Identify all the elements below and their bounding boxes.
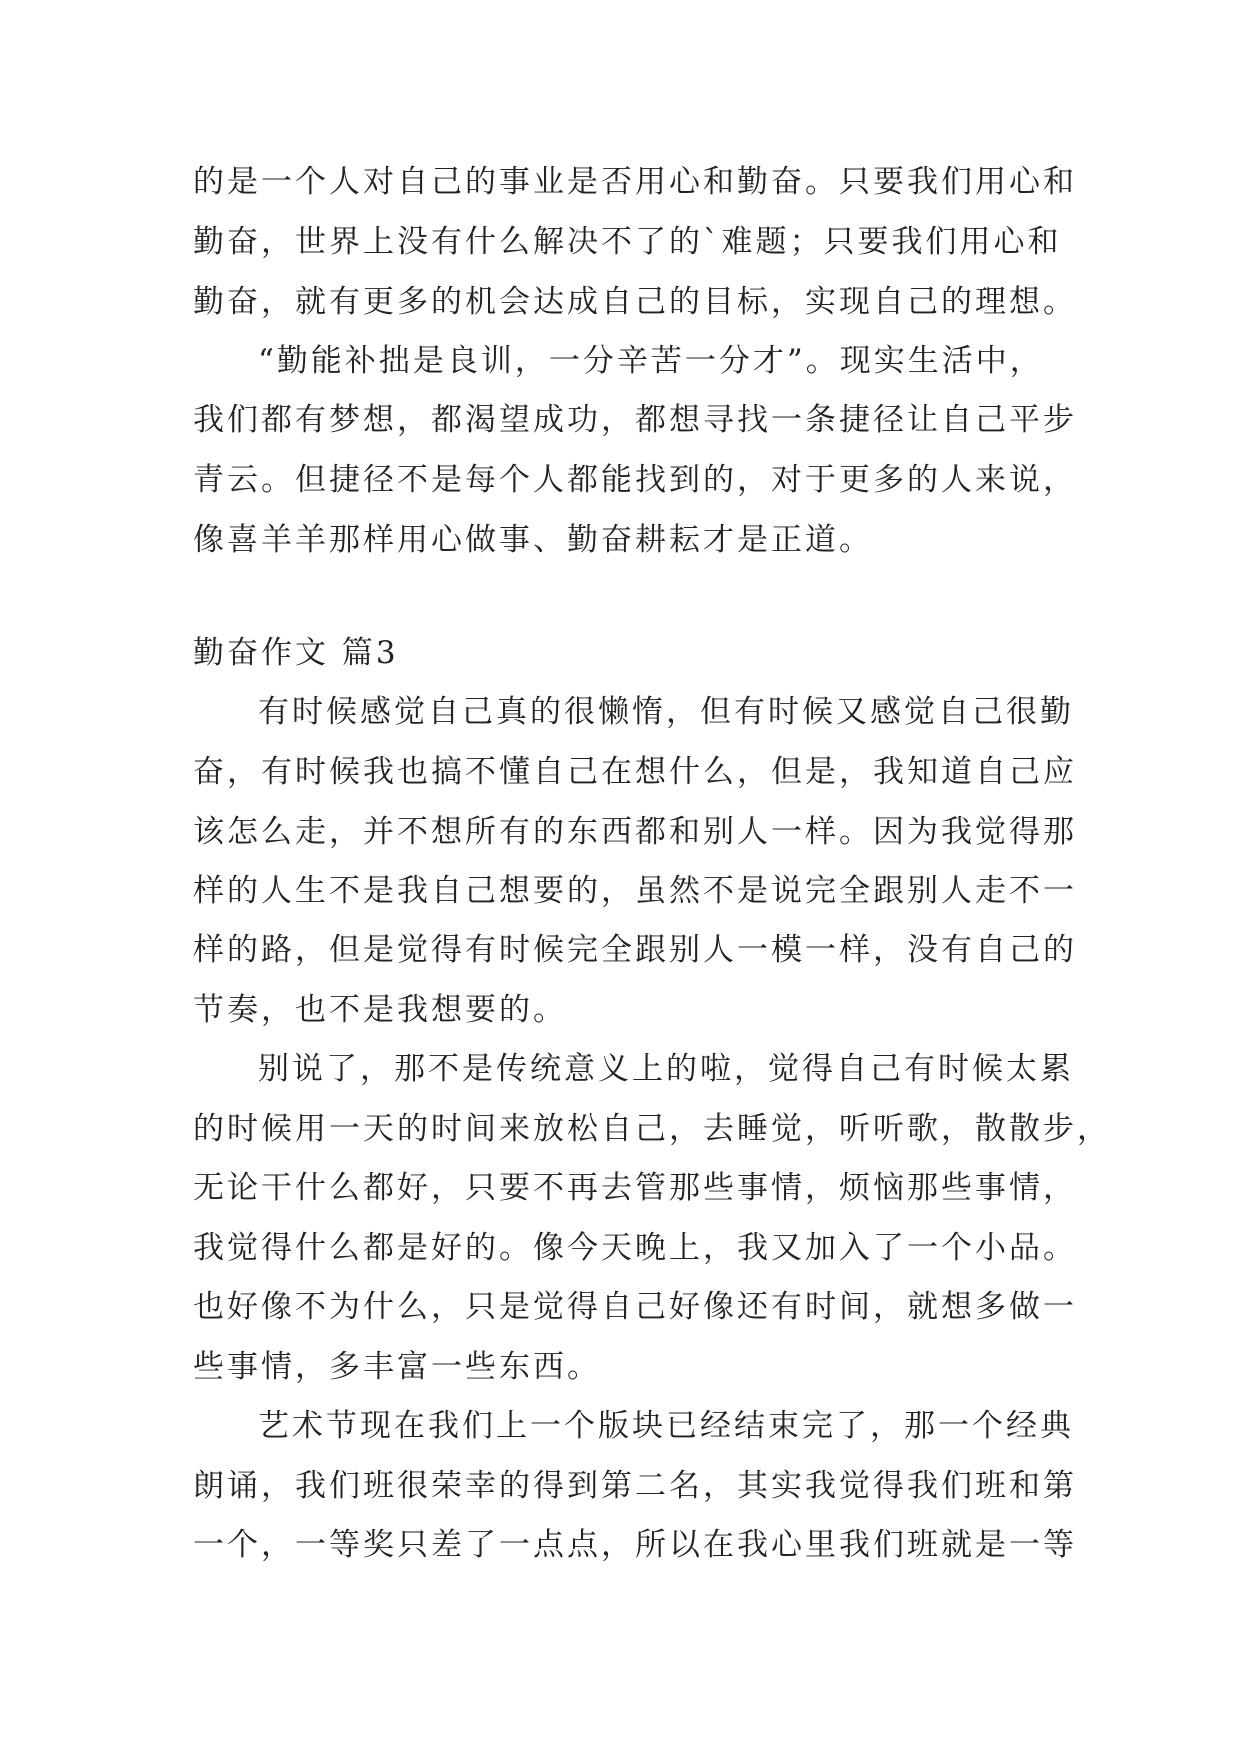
text-line: 朗诵，我们班很荣幸的得到第二名，其实我觉得我们班和第 — [193, 1468, 1077, 1504]
text-line: 奋，有时候我也搞不懂自己在想什么，但是，我知道自己应 — [193, 754, 1077, 790]
text-line: 艺术节现在我们上一个版块已经结束完了，那一个经典 — [258, 1408, 1074, 1444]
text-line: 一个，一等奖只差了一点点，所以在我心里我们班就是一等 — [193, 1527, 1077, 1563]
text-line: 的是一个人对自己的事业是否用心和勤奋。只要我们用心和 — [193, 164, 1077, 200]
text-line: 我觉得什么都是好的。像今天晚上，我又加入了一个小品。 — [193, 1230, 1077, 1266]
text-line: 也好像不为什么，只是觉得自己好像还有时间，就想多做一 — [193, 1289, 1077, 1325]
text-line: 该怎么走，并不想所有的东西都和别人一样。因为我觉得那 — [193, 814, 1077, 850]
text-line: 些事情，多丰富一些东西。 — [193, 1349, 601, 1385]
text-line: “勤能补拙是良训，一分辛苦一分才”。现实生活中， — [258, 343, 1044, 379]
text-line: 的时候用一天的时间来放松自己，去睡觉，听听歌，散散步， — [193, 1111, 1111, 1147]
text-line: 节奏，也不是我想要的。 — [193, 992, 567, 1028]
text-line: 像喜羊羊那样用心做事、勤奋耕耘才是正道。 — [193, 522, 873, 558]
text-line: 青云。但捷径不是每个人都能找到的，对于更多的人来说， — [193, 462, 1077, 498]
text-line: 无论干什么都好，只要不再去管那些事情，烦恼那些事情， — [193, 1170, 1077, 1206]
text-line: 样的路，但是觉得有时候完全跟别人一模一样，没有自己的 — [193, 932, 1077, 968]
text-line: 别说了，那不是传统意义上的啦，觉得自己有时候太累 — [258, 1051, 1074, 1087]
text-line: 我们都有梦想，都渴望成功，都想寻找一条捷径让自己平步 — [193, 402, 1077, 438]
text-line: 有时候感觉自己真的很懒惰，但有时候又感觉自己很勤 — [258, 694, 1074, 730]
text-line: 样的人生不是我自己想要的，虽然不是说完全跟别人走不一 — [193, 873, 1077, 909]
text-line: 勤奋，世界上没有什么解决不了的`难题；只要我们用心和 — [193, 224, 1062, 260]
text-line: 勤奋，就有更多的机会达成自己的目标，实现自己的理想。 — [193, 284, 1077, 320]
section-heading: 勤奋作文 篇3 — [193, 635, 399, 671]
